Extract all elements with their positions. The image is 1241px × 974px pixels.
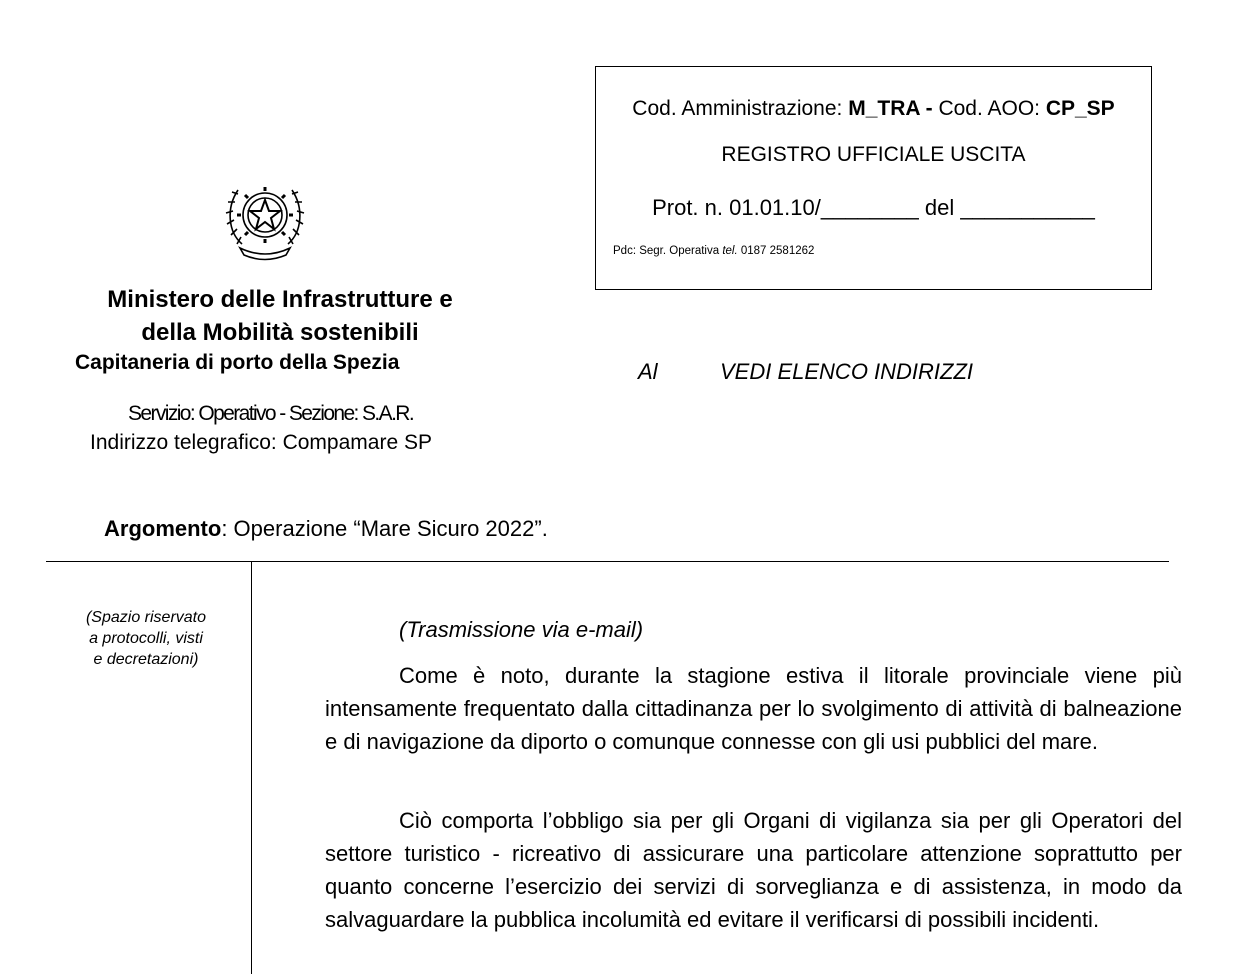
body-paragraph-1: Come è noto, durante la stagione estiva il litorale provinciale viene più intensamente frequentato dalla cittadinanza per lo svolgimento di attività di balneazione e di navigazione da diporto o comunque connesse con gli usi pubblici del mare. bbox=[325, 663, 1182, 754]
reserved-line-1: (Spazio riservato bbox=[85, 609, 207, 626]
transmission-note: (Trasmissione via e-mail) bbox=[399, 617, 644, 642]
subject-label: Argomento bbox=[104, 516, 222, 541]
vertical-divider bbox=[251, 562, 252, 974]
admin-code-value: M_TRA - bbox=[848, 97, 933, 120]
reserved-line-3: e decretazioni) bbox=[93, 651, 199, 668]
ministry-name-line-2: della Mobilità sostenibili bbox=[141, 319, 419, 346]
telegraphic-address: Indirizzo telegrafico: Compamare SP bbox=[90, 431, 432, 454]
reserved-space-note bbox=[46, 607, 246, 670]
contact-line bbox=[613, 245, 814, 257]
protocol-box bbox=[595, 66, 1152, 290]
admin-code-label: Cod. Amministrazione: bbox=[632, 97, 849, 120]
office-name: Capitaneria di porto della Spezia bbox=[75, 351, 400, 374]
addressee-value: VEDI ELENCO INDIRIZZI bbox=[720, 359, 974, 384]
body-paragraph-2: Ciò comporta l’obbligo sia per gli Organi di vigilanza sia per gli Operatori del settore turistico - ricreativo di assicurare una particolare attenzione soprattutto per quanto concerne l’esercizio dei servizi di sorveglianza e di assistenza, in modo da salvaguardare la pubblica incolumità ed evitare il verificarsi di possibili incidenti. bbox=[325, 808, 1182, 932]
register-title: REGISTRO UFFICIALE USCITA bbox=[721, 143, 1026, 166]
ministry-name-line-1: Ministero delle Infrastrutture e bbox=[107, 286, 453, 313]
horizontal-divider bbox=[46, 561, 1169, 562]
tel-value: 0187 2581262 bbox=[737, 245, 815, 257]
aoo-code-label: Cod. AOO: bbox=[932, 97, 1046, 120]
administration-code-line bbox=[596, 97, 1151, 121]
tel-label: tel. bbox=[722, 245, 738, 257]
contact-label: Pdc: Segr. Operativa bbox=[613, 245, 723, 257]
subject-text: : Operazione “Mare Sicuro 2022”. bbox=[221, 516, 548, 541]
aoo-code-value: CP_SP bbox=[1045, 97, 1115, 120]
republic-emblem-icon bbox=[222, 172, 308, 262]
addressee-prefix: Al bbox=[638, 359, 658, 384]
subject-line bbox=[104, 516, 548, 542]
reserved-line-2: a protocolli, visti bbox=[89, 630, 203, 647]
protocol-number-line: Prot. n. 01.01.10/________ del ___________ bbox=[652, 195, 1095, 220]
service-section: Servizio: Operativo - Sezione: S.A.R. bbox=[128, 402, 414, 425]
